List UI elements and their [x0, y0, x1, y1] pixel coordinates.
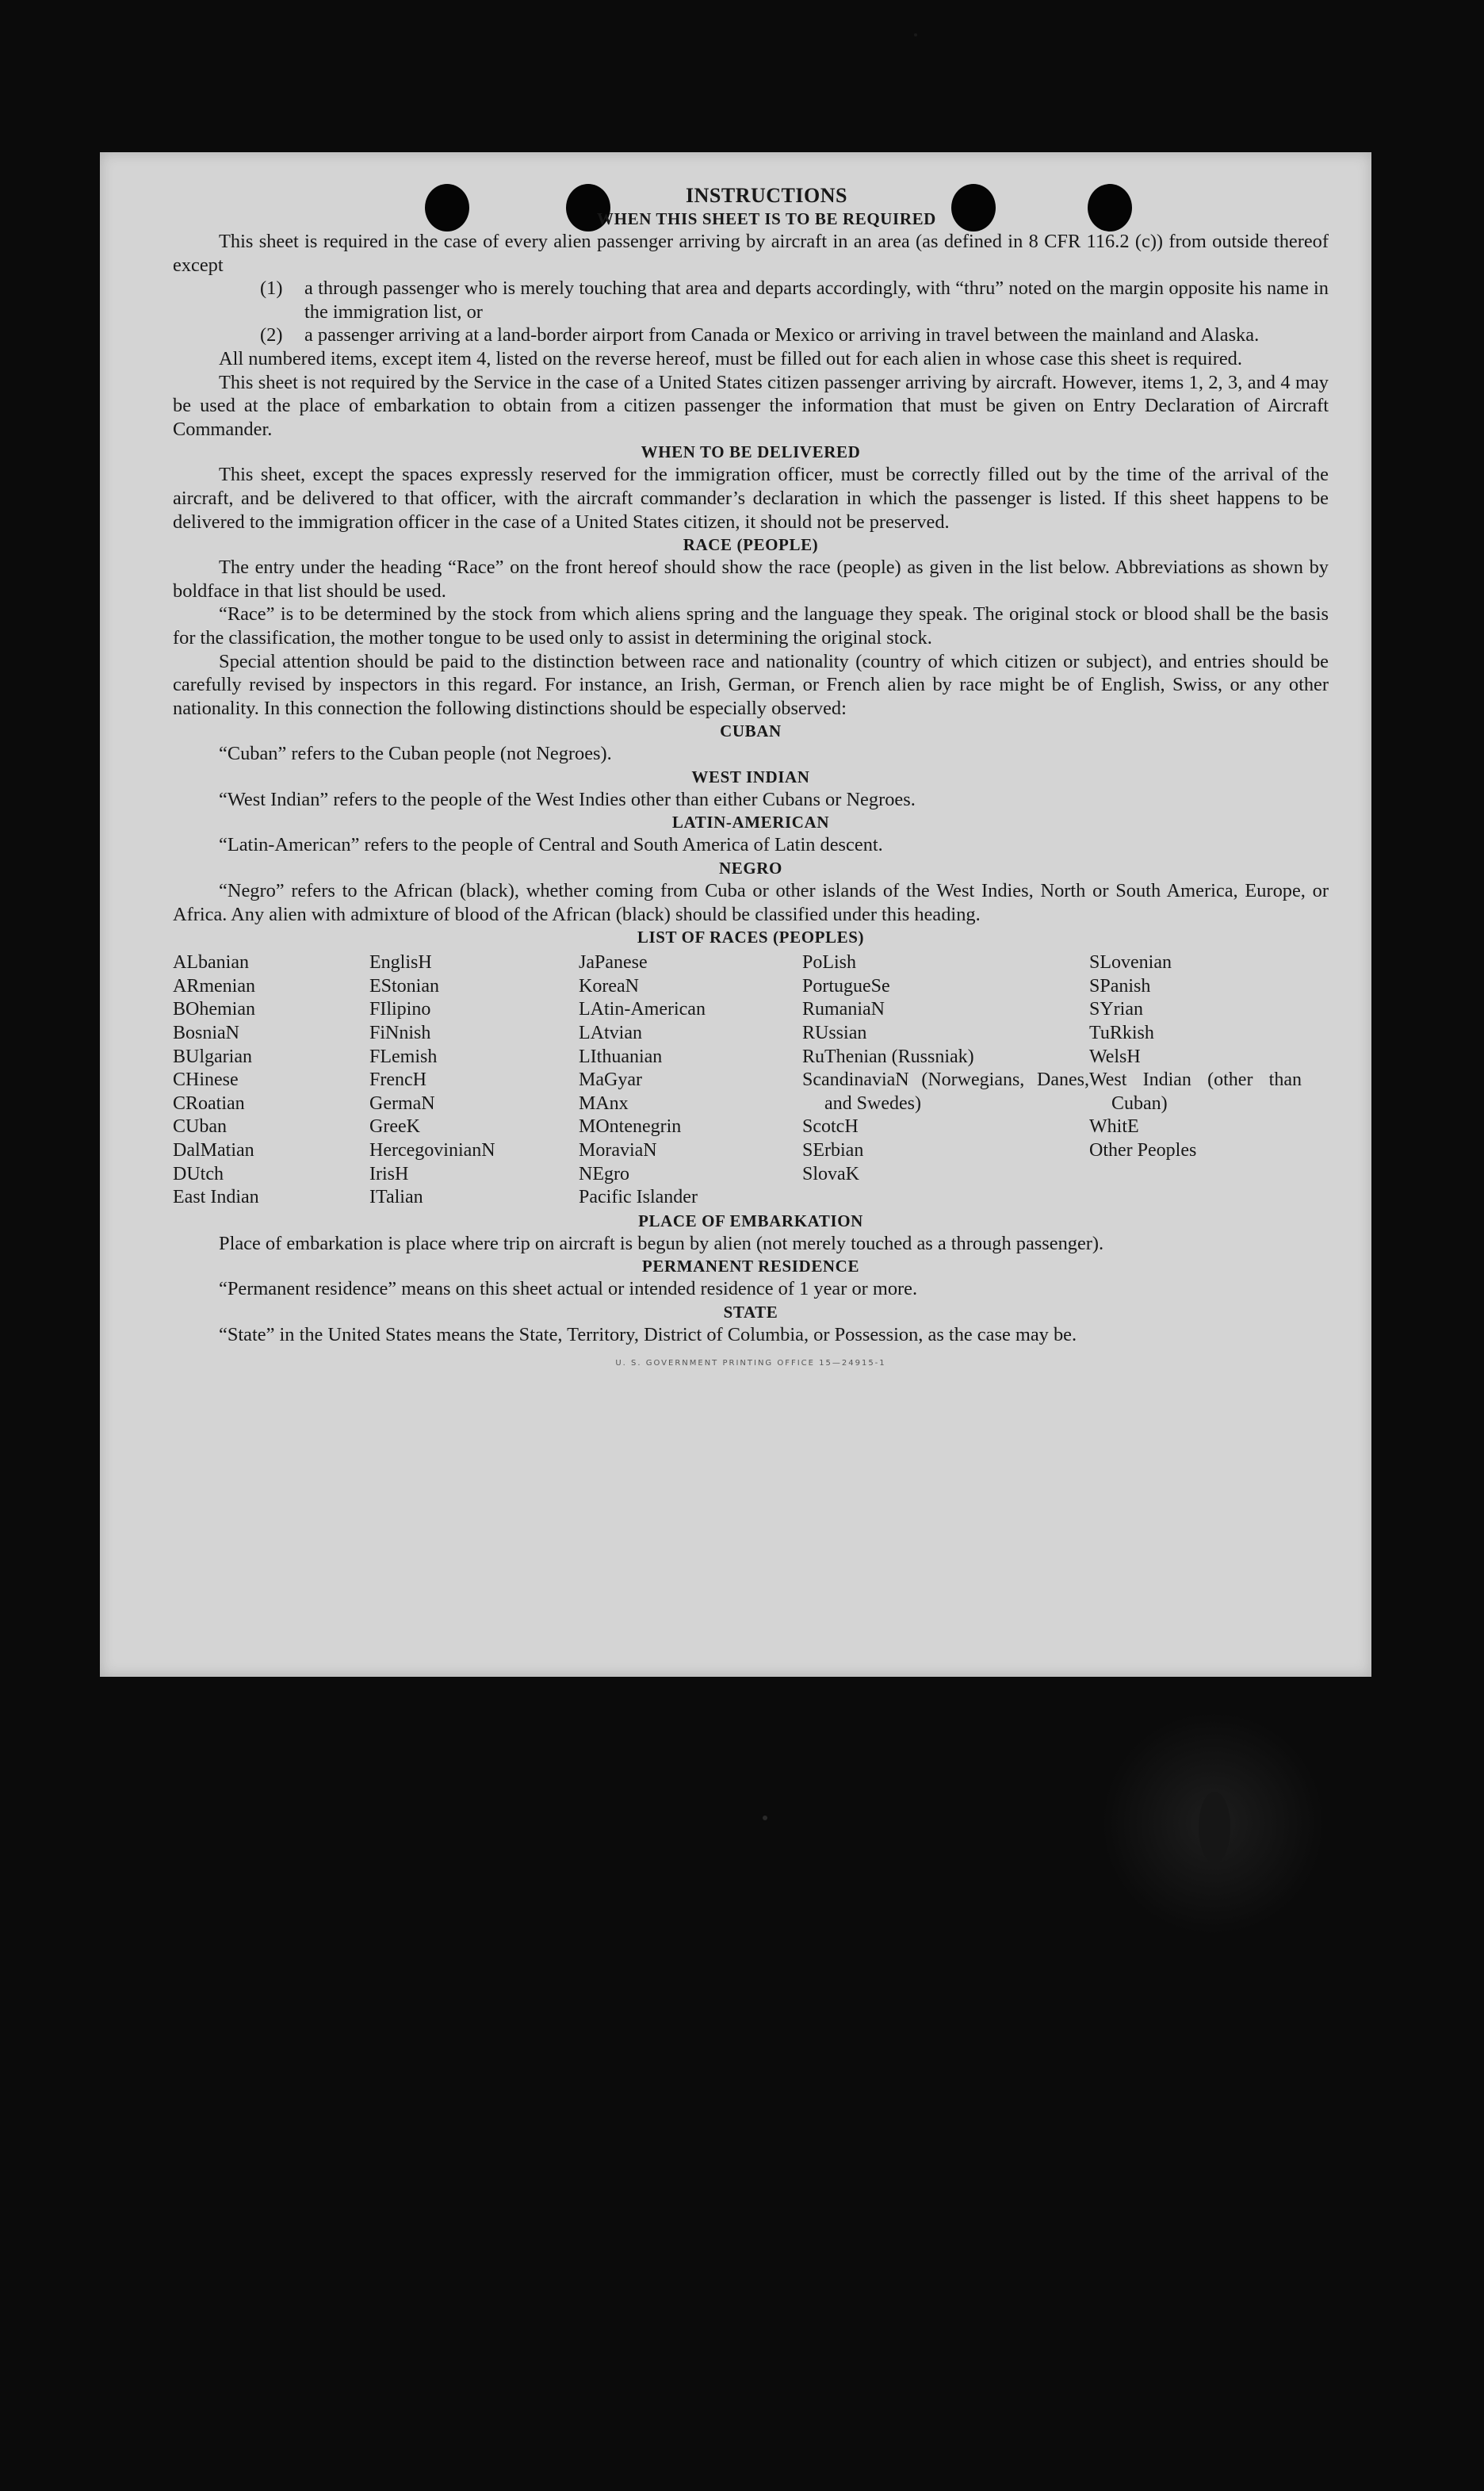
list-number: (1) [260, 277, 283, 300]
race-entry: BosniaN [173, 1023, 239, 1044]
dust-speck [763, 1816, 767, 1820]
race-entry: SLovenian [1089, 952, 1172, 974]
document-title: INSTRUCTIONS [686, 184, 847, 207]
heading-state: STATE [723, 1302, 778, 1322]
race-entry: FIlipino [369, 999, 431, 1020]
list-text: a passenger arriving at a land-border airport from Canada or Mexico or arriving in travel between the mainland and Alaska. [304, 324, 1260, 346]
race-entry: RumaniaN [802, 999, 885, 1020]
paragraph: Special attention should be paid to the distinction between race and nationality (country of which citizen or subject), and entries should be carefully revised by inspectors in this regard. For instance, an Irish, German, or French alien by race might be of English, Swiss, or any other nationality. In this connection the following distinctions should be especially observed: [173, 650, 1329, 719]
paragraph: All numbered items, except item 4, listed on the reverse hereof, must be filled out for each alien in whose case this sheet is required. [219, 347, 1242, 369]
race-entry: PoLish [802, 952, 857, 974]
race-entry: GreeK [369, 1116, 420, 1138]
race-entry: SErbian [802, 1140, 864, 1161]
race-entry: ARmenian [173, 975, 255, 997]
race-entry: MOntenegrin [579, 1116, 682, 1138]
race-entry: JaPanese [579, 952, 648, 974]
heading-race: RACE (PEOPLE) [683, 535, 819, 555]
paragraph: “West Indian” refers to the people of the West Indies other than either Cubans or Negroes. [219, 788, 916, 810]
heading-list-of-races: LIST OF RACES (PEOPLES) [637, 928, 865, 947]
dust-speck [914, 33, 917, 36]
race-entry: ScandinaviaN (Norwegians, Danes, and Swedes) [802, 1069, 1089, 1114]
list-item [173, 277, 1329, 323]
heading-latin-american: LATIN-AMERICAN [671, 813, 830, 832]
race-entry: CUban [173, 1116, 227, 1138]
race-entry: FiNnish [369, 1023, 431, 1044]
race-entry: IrisH [369, 1163, 409, 1184]
paragraph: “Race” is to be determined by the stock from which aliens spring and the language they speak. The original stock or blood shall be the basis for the classification, the mother tongue to be used only to assist in determining the original stock. [173, 603, 1329, 649]
heading-place-of-embarkation: PLACE OF EMBARKATION [638, 1211, 863, 1230]
race-entry: SYrian [1089, 999, 1143, 1020]
list-text: a through passenger who is merely touching that area and departs accordingly, with “thru” noted on the margin opposite his name in the immigration list, or [304, 277, 1329, 323]
race-entry: BOhemian [173, 999, 255, 1020]
race-entry: LAtin-American [579, 999, 706, 1020]
race-entry: MoraviaN [579, 1140, 657, 1161]
paragraph: “Permanent residence” means on this sheet actual or intended residence of 1 year or more. [219, 1278, 918, 1300]
document-page [100, 152, 1371, 1677]
race-entry: BUlgarian [173, 1046, 252, 1067]
race-entry: WhitE [1089, 1116, 1139, 1138]
race-entry: SlovaK [802, 1163, 859, 1184]
dust-speck [1199, 1792, 1230, 1863]
races-column [173, 951, 369, 1210]
paragraph: Place of embarkation is place where trip on aircraft is begun by alien (not merely touched as a through passenger). [219, 1232, 1104, 1254]
race-entry: MaGyar [579, 1069, 642, 1091]
paragraph: “Latin-American” refers to the people of Central and South America of Latin descent. [219, 834, 883, 856]
race-entry: East Indian [173, 1187, 259, 1208]
paragraph: This sheet is not required by the Service in the case of a United States citizen passenger arriving by aircraft. However, items 1, 2, 3, and 4 may be used at the place of embarkation to obtain from a citizen passenger the information that must be given on Entry Declaration of Aircraft Commander. [173, 371, 1329, 440]
race-entry: KoreaN [579, 975, 639, 997]
paragraph: “State” in the United States means the State, Territory, District of Columbia, or Possession, as the case may be. [219, 1323, 1077, 1345]
heading-negro: NEGRO [718, 859, 782, 878]
race-entry: West Indian (other than Cuban) [1089, 1069, 1302, 1114]
race-entry: FLemish [369, 1046, 438, 1067]
race-entry: CHinese [173, 1069, 239, 1091]
heading-west-indian: WEST INDIAN [691, 767, 810, 786]
heading-when-required: WHEN THIS SHEET IS TO BE REQUIRED [597, 209, 936, 228]
paragraph: “Negro” refers to the African (black), whether coming from Cuba or other islands of the West Indies, North or South America, Europe, or Africa. Any alien with admixture of blood of the African (black) should be classified under this heading. [173, 880, 1329, 925]
race-entry: LAtvian [579, 1023, 642, 1044]
race-entry: FrencH [369, 1069, 426, 1091]
instructions-text [173, 184, 1329, 1375]
race-entry: EnglisH [369, 952, 432, 974]
heading-permanent-residence: PERMANENT RESIDENCE [641, 1257, 860, 1276]
list-item [173, 323, 1329, 347]
list-number: (2) [260, 324, 283, 346]
race-entry: ALbanian [173, 952, 249, 974]
race-entry: PortugueSe [802, 975, 890, 997]
paragraph: “Cuban” refers to the Cuban people (not Negroes). [219, 743, 612, 765]
race-entry: NEgro [579, 1163, 629, 1184]
races-column [1089, 951, 1302, 1210]
paragraph: The entry under the heading “Race” on the front hereof should show the race (people) as given in the list below. Abbreviations as shown by boldface in that list should be used. [173, 557, 1329, 602]
race-entry: Other Peoples [1089, 1140, 1197, 1161]
paragraph: This sheet, except the spaces expressly reserved for the immigration officer, must be correctly filled out by the time of the arrival of the aircraft, and be delivered to that officer, with the aircraft commander’s declaration in which the passenger is listed. If this sheet happens to be delivered to the immigration officer in the case of a United States citizen, it should not be preserved. [173, 464, 1329, 533]
race-entry: SPanish [1089, 975, 1151, 997]
races-column [802, 951, 1089, 1210]
printer-imprint: U. S. GOVERNMENT PRINTING OFFICE 15—24915-1 [615, 1358, 886, 1368]
race-entry: LIthuanian [579, 1046, 663, 1067]
race-entry: RUssian [802, 1023, 867, 1044]
race-entry: EStonian [369, 975, 439, 997]
race-entry: WelsH [1089, 1046, 1141, 1067]
race-entry: ITalian [369, 1187, 423, 1208]
races-column [369, 951, 579, 1210]
race-entry: RuThenian (Russniak) [802, 1046, 974, 1067]
race-entry: HercegovinianN [369, 1140, 495, 1161]
race-entry: DalMatian [173, 1140, 254, 1161]
races-column [579, 951, 802, 1210]
race-entry: CRoatian [173, 1092, 245, 1114]
race-entry: ScotcH [802, 1116, 859, 1138]
race-entry: GermaN [369, 1092, 435, 1114]
races-list [173, 951, 1329, 1210]
race-entry: Pacific Islander [579, 1187, 698, 1208]
heading-cuban: CUBAN [720, 721, 782, 741]
race-entry: MAnx [579, 1092, 629, 1114]
paragraph-intro: This sheet is required in the case of every alien passenger arriving by aircraft in an area (as defined in 8 CFR 116.2 (c)) from outside thereof except [173, 231, 1329, 276]
race-entry: TuRkish [1089, 1023, 1154, 1044]
heading-when-delivered: WHEN TO BE DELIVERED [641, 442, 861, 462]
race-entry: DUtch [173, 1163, 224, 1184]
